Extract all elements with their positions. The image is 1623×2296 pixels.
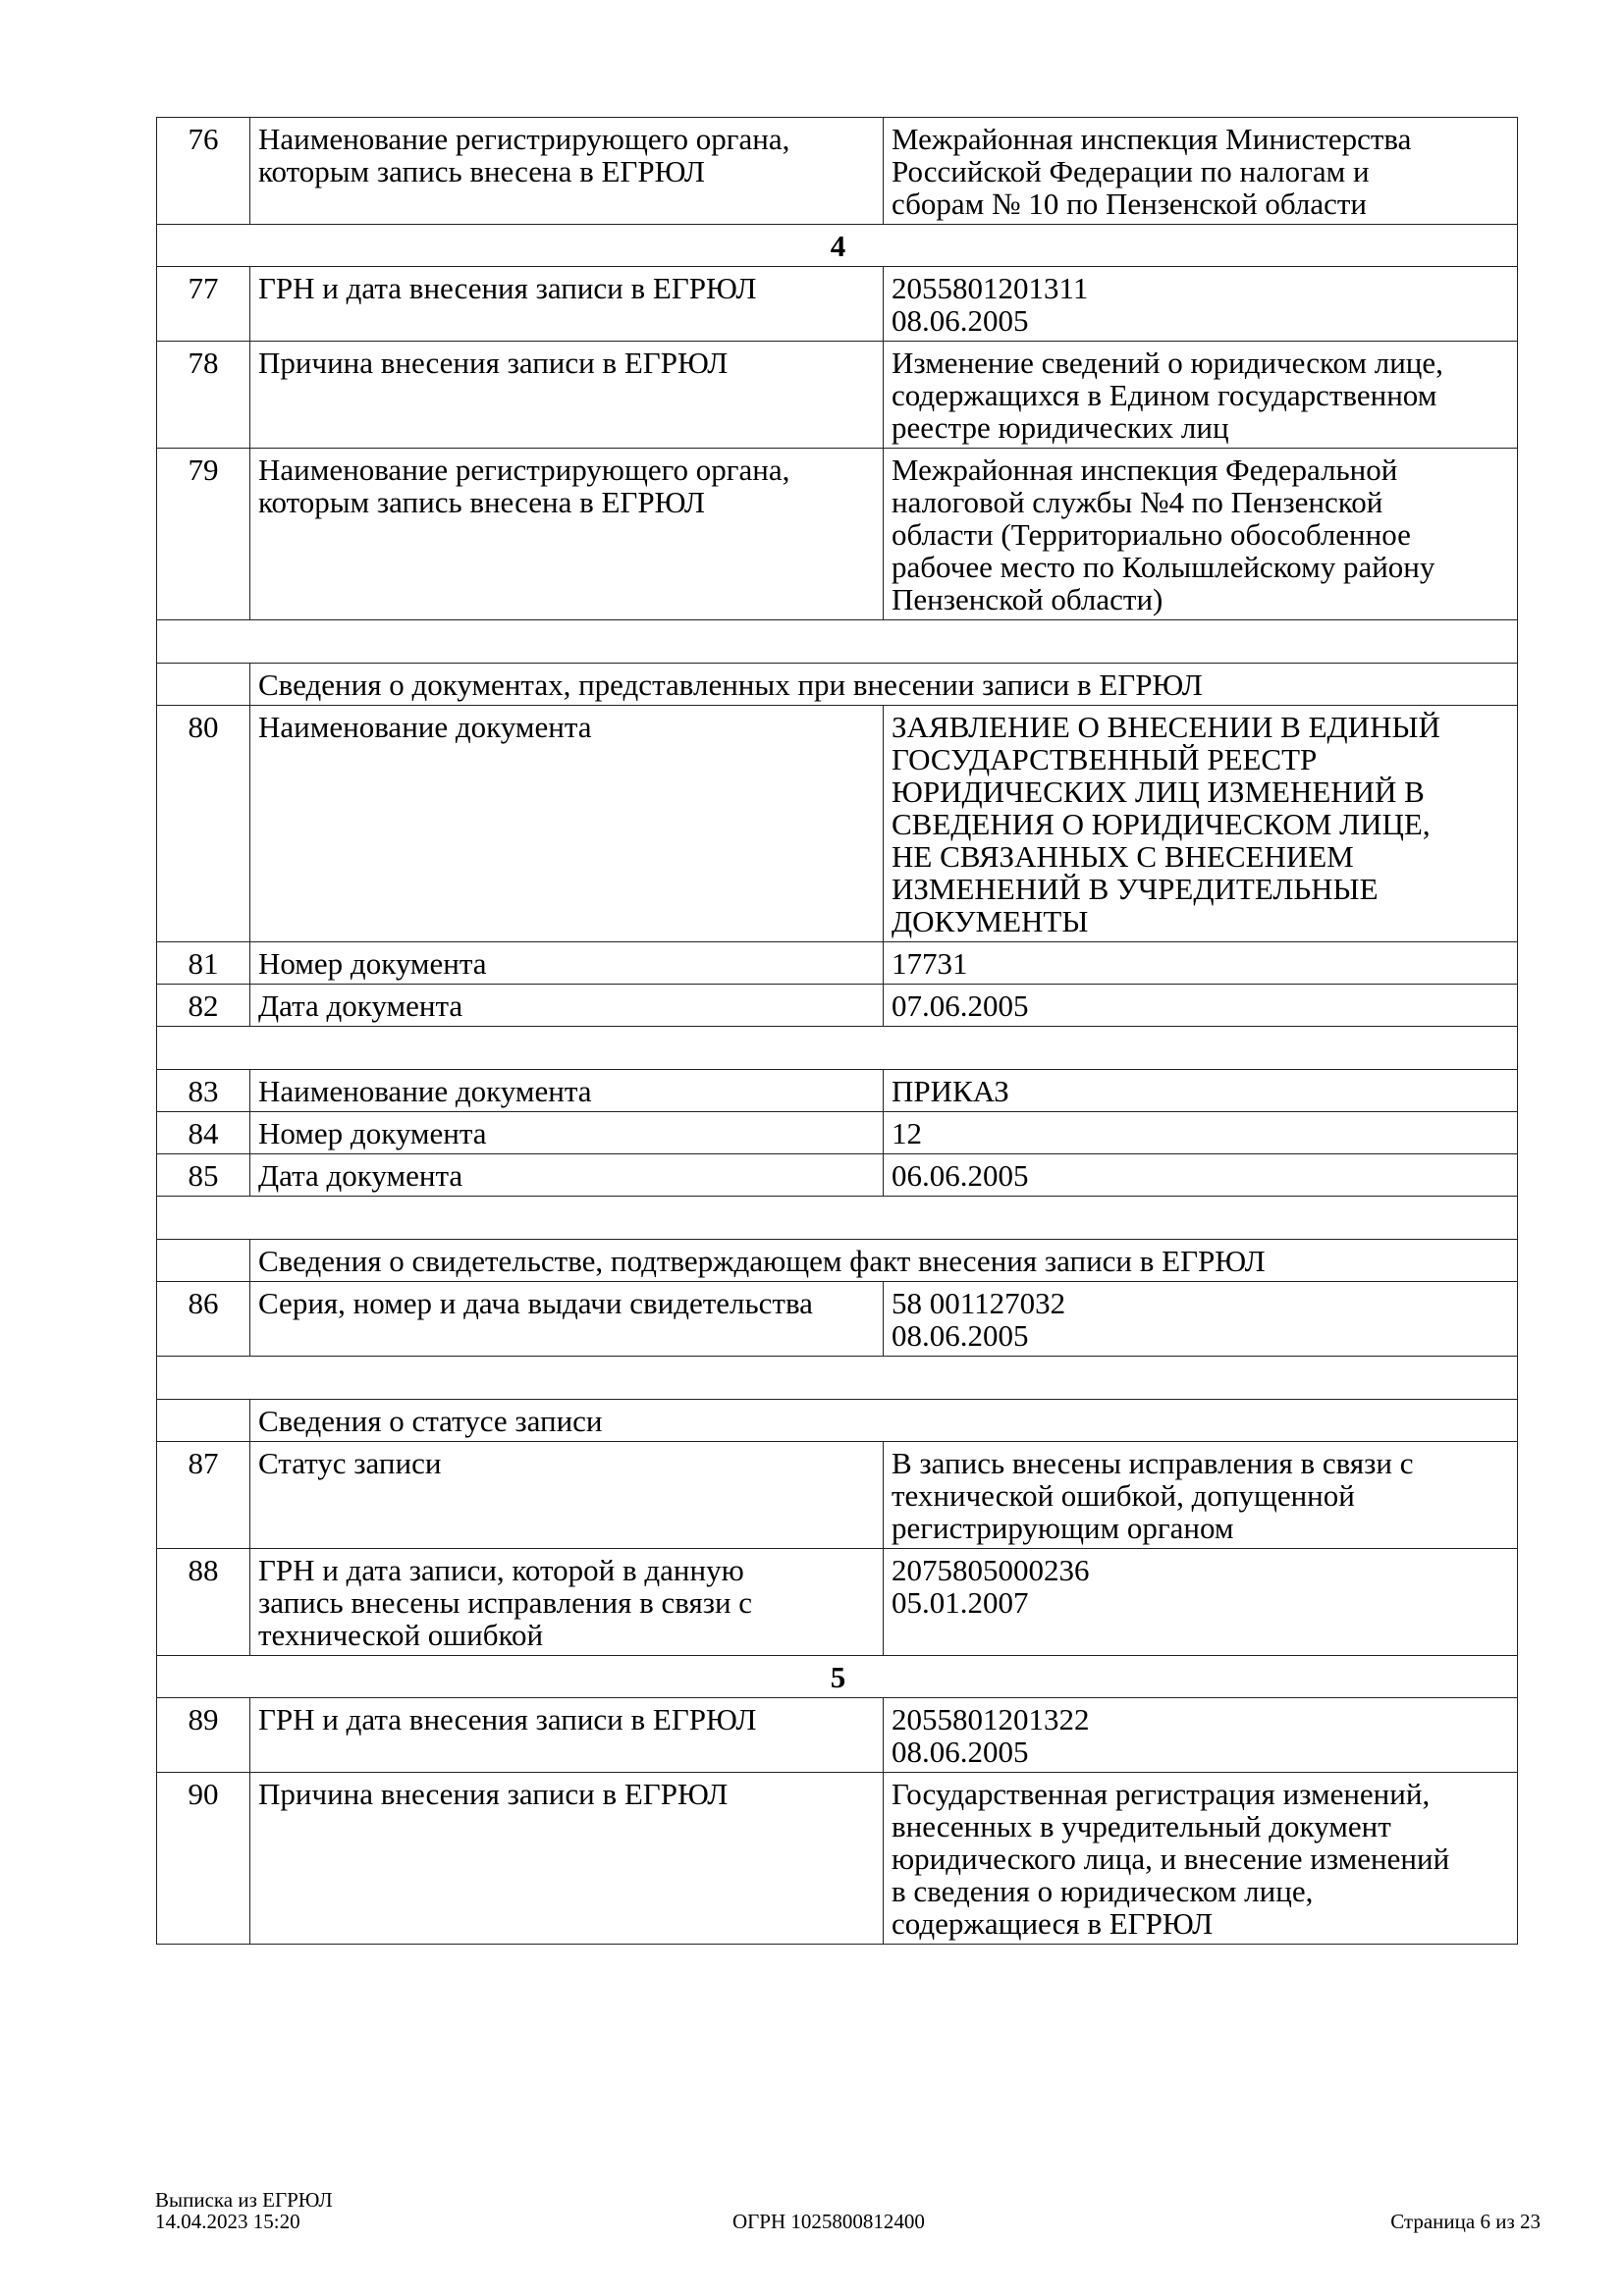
- section-title: Сведения о статусе записи: [250, 1400, 1518, 1442]
- row-label: Причина внесения записи в ЕГРЮЛ: [250, 342, 884, 449]
- table-row: [157, 1549, 1518, 1656]
- row-label: ГРН и дата внесения записи в ЕГРЮЛ: [250, 267, 884, 342]
- table-row: [157, 1112, 1518, 1154]
- row-value: 2055801201322 08.06.2005: [884, 1698, 1518, 1773]
- egrul-extract-table: [156, 117, 1518, 1945]
- row-number: 81: [157, 942, 250, 985]
- row-value: Государственная регистрация изменений, внесенных в учредительный документ юридического лица, и внесение изменений в сведения о юридическом лице, содержащиеся в ЕГРЮЛ: [884, 1773, 1518, 1945]
- blank-cell: [157, 1197, 1518, 1240]
- row-number: 88: [157, 1549, 250, 1656]
- row-label: Причина внесения записи в ЕГРЮЛ: [250, 1773, 884, 1945]
- row-number: 78: [157, 342, 250, 449]
- table-row: [157, 1442, 1518, 1549]
- table-row: [157, 985, 1518, 1027]
- row-number: 83: [157, 1070, 250, 1112]
- table-row: [157, 1154, 1518, 1197]
- section-title: Сведения о документах, представленных при внесении записи в ЕГРЮЛ: [250, 664, 1518, 706]
- row-value: 17731: [884, 942, 1518, 985]
- blank-row: [157, 620, 1518, 664]
- row-value: В запись внесены исправления в связи с технической ошибкой, допущенной регистрирующим органом: [884, 1442, 1518, 1549]
- footer-ogrn: ОГРН 1025800812400: [732, 2210, 925, 2233]
- footer-doc-title: Выписка из ЕГРЮЛ: [155, 2188, 333, 2212]
- row-label: Статус записи: [250, 1442, 884, 1549]
- row-number: 87: [157, 1442, 250, 1549]
- table-row: [157, 267, 1518, 342]
- row-label: Дата документа: [250, 1154, 884, 1197]
- table-row: [157, 1773, 1518, 1945]
- row-number: 89: [157, 1698, 250, 1773]
- blank-cell: [157, 1027, 1518, 1070]
- row-value: 06.06.2005: [884, 1154, 1518, 1197]
- table-row: [157, 1698, 1518, 1773]
- row-label: Наименование регистрирующего органа, которым запись внесена в ЕГРЮЛ: [250, 118, 884, 225]
- row-label: Наименование документа: [250, 706, 884, 942]
- row-number-empty: [157, 1240, 250, 1282]
- row-label: ГРН и дата внесения записи в ЕГРЮЛ: [250, 1698, 884, 1773]
- group-number: 4: [157, 225, 1518, 267]
- row-value: 2075805000236 05.01.2007: [884, 1549, 1518, 1656]
- row-number-empty: [157, 664, 250, 706]
- table-row: [157, 118, 1518, 225]
- table-row: [157, 942, 1518, 985]
- group-number: 5: [157, 1656, 1518, 1698]
- row-label: Наименование регистрирующего органа, которым запись внесена в ЕГРЮЛ: [250, 449, 884, 620]
- row-number: 82: [157, 985, 250, 1027]
- row-number: 77: [157, 267, 250, 342]
- blank-cell: [157, 620, 1518, 664]
- row-label: Серия, номер и дача выдачи свидетельства: [250, 1282, 884, 1357]
- table-row: [157, 342, 1518, 449]
- section-header-row: [157, 1400, 1518, 1442]
- row-value: 12: [884, 1112, 1518, 1154]
- footer-datetime: 14.04.2023 15:20: [155, 2210, 300, 2233]
- blank-row: [157, 1027, 1518, 1070]
- table-row: [157, 449, 1518, 620]
- row-label: Наименование документа: [250, 1070, 884, 1112]
- row-label: Номер документа: [250, 1112, 884, 1154]
- footer-page-number: Страница 6 из 23: [1390, 2210, 1541, 2233]
- row-number: 79: [157, 449, 250, 620]
- section-header-row: [157, 1240, 1518, 1282]
- row-number-empty: [157, 1400, 250, 1442]
- row-number: 76: [157, 118, 250, 225]
- table-row: [157, 706, 1518, 942]
- row-value: 07.06.2005: [884, 985, 1518, 1027]
- section-title: Сведения о свидетельстве, подтверждающем факт внесения записи в ЕГРЮЛ: [250, 1240, 1518, 1282]
- blank-row: [157, 1357, 1518, 1400]
- table-row: [157, 1282, 1518, 1357]
- group-header-row: [157, 225, 1518, 267]
- row-value: 2055801201311 08.06.2005: [884, 267, 1518, 342]
- row-value: ЗАЯВЛЕНИЕ О ВНЕСЕНИИ В ЕДИНЫЙ ГОСУДАРСТВЕННЫЙ РЕЕСТР ЮРИДИЧЕСКИХ ЛИЦ ИЗМЕНЕНИЙ В СВЕДЕНИЯ О ЮРИДИЧЕСКОМ ЛИЦЕ, НЕ СВЯЗАННЫХ С ВНЕСЕНИЕМ ИЗМЕНЕНИЙ В УЧРЕДИТЕЛЬНЫЕ ДОКУМЕНТЫ: [884, 706, 1518, 942]
- row-value: Межрайонная инспекция Федеральной налоговой службы №4 по Пензенской области (Территориально обособленное рабочее место по Колышлейскому району Пензенской области): [884, 449, 1518, 620]
- section-header-row: [157, 664, 1518, 706]
- row-label: ГРН и дата записи, которой в данную запись внесены исправления в связи с технической ошибкой: [250, 1549, 884, 1656]
- row-number: 86: [157, 1282, 250, 1357]
- table-row: [157, 1070, 1518, 1112]
- blank-cell: [157, 1357, 1518, 1400]
- row-label: Номер документа: [250, 942, 884, 985]
- footer-left: [155, 2189, 333, 2232]
- row-number: 84: [157, 1112, 250, 1154]
- row-number: 90: [157, 1773, 250, 1945]
- row-number: 85: [157, 1154, 250, 1197]
- row-label: Дата документа: [250, 985, 884, 1027]
- row-value: Межрайонная инспекция Министерства Российской Федерации по налогам и сборам № 10 по Пензенской области: [884, 118, 1518, 225]
- row-value: ПРИКАЗ: [884, 1070, 1518, 1112]
- blank-row: [157, 1197, 1518, 1240]
- row-value: 58 001127032 08.06.2005: [884, 1282, 1518, 1357]
- row-number: 80: [157, 706, 250, 942]
- row-value: Изменение сведений о юридическом лице, содержащихся в Едином государственном реестре юридических лиц: [884, 342, 1518, 449]
- group-header-row: [157, 1656, 1518, 1698]
